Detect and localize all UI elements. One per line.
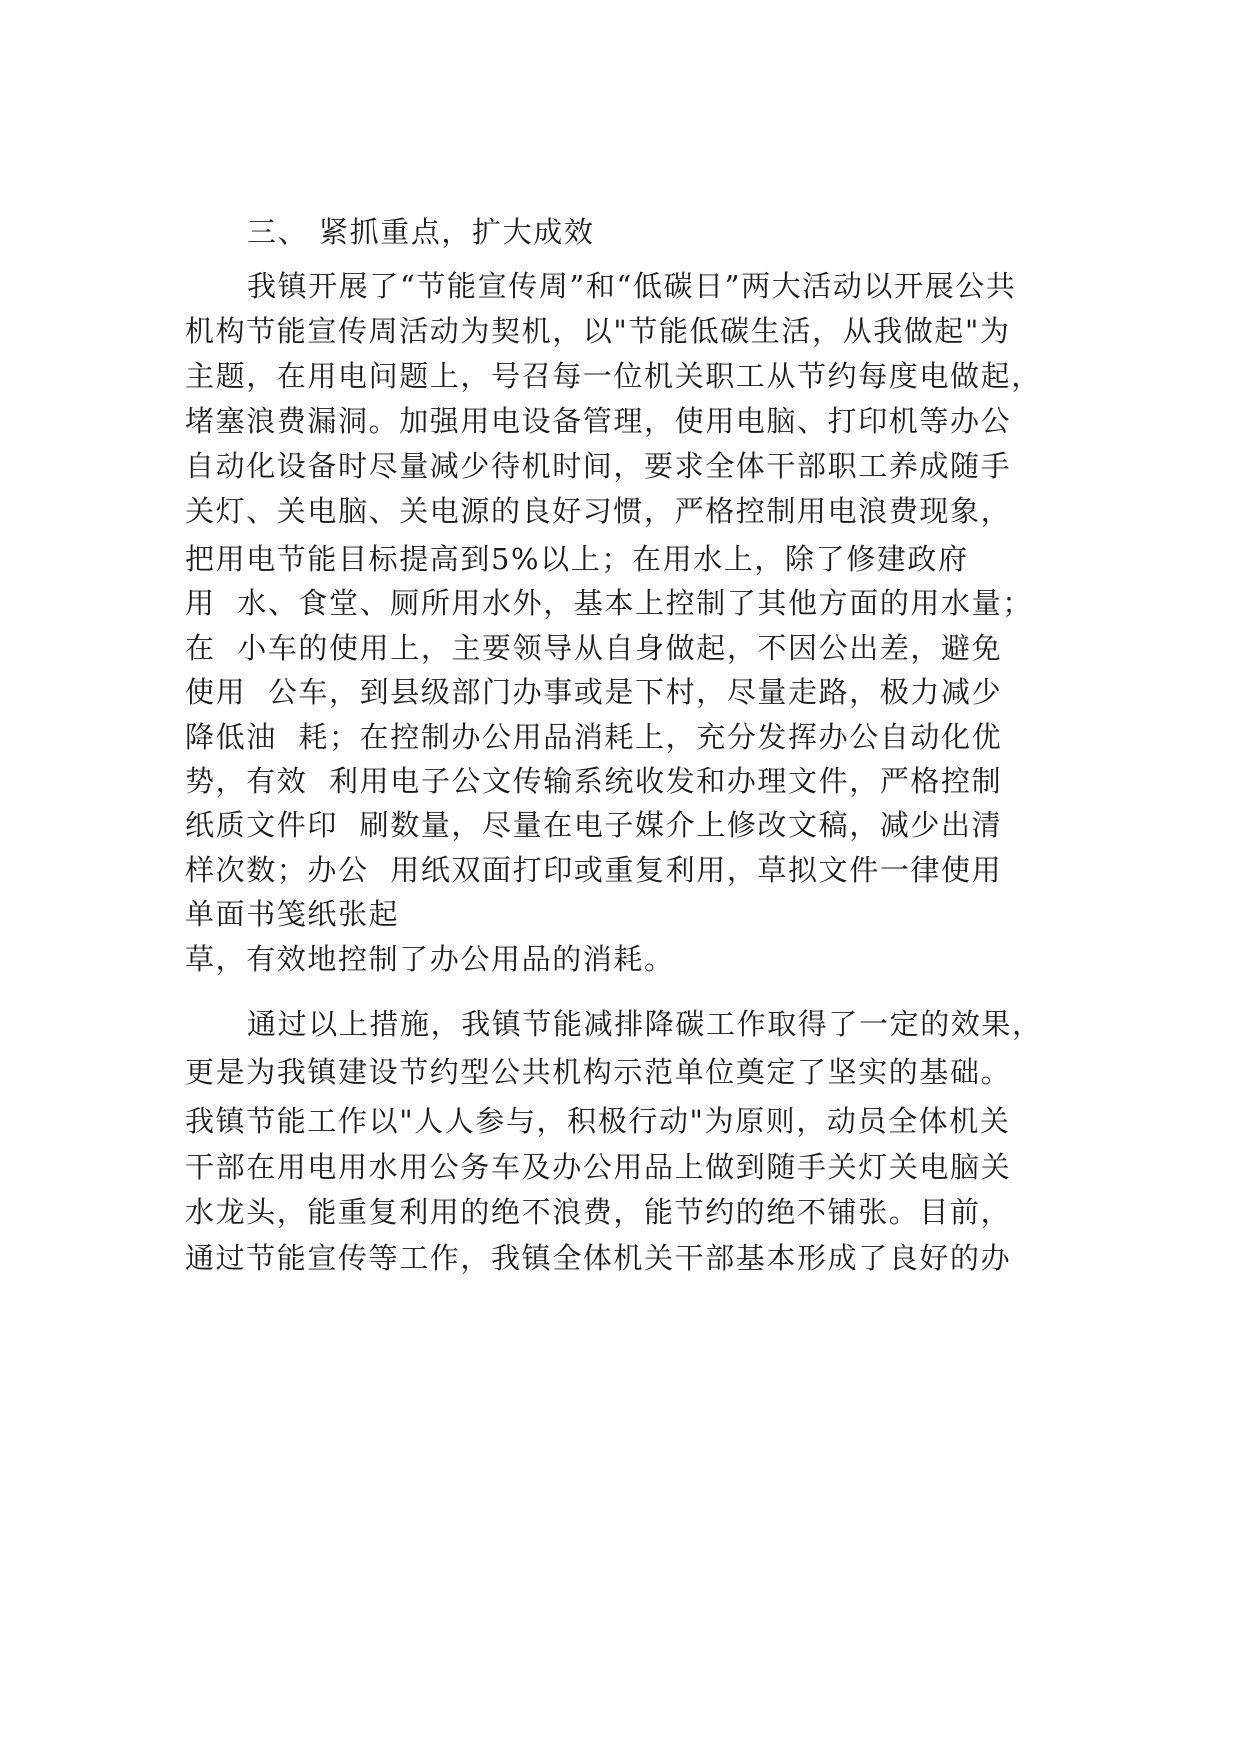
paragraph-line: 通过节能宣传等工作，我镇全体机关干部基本形成了良好的办	[185, 1241, 1012, 1275]
paragraph-line: 关灯、关电脑、关电源的良好习惯，严格控制用电浪费现象，	[185, 494, 1012, 528]
paragraph-line: 把用电节能目标提高到5%以上；在用水上，除了修建政府	[185, 542, 969, 576]
paragraph-line: 草，有效地控制了办公用品的消耗。	[185, 942, 675, 976]
paragraph-line: 样次数；办公 用纸双面打印或重复利用，草拟文件一律使用	[185, 853, 1003, 887]
paragraph-line: 我镇节能工作以"人人参与，积极行动"为原则，动员全体机关	[185, 1104, 1011, 1138]
paragraph-line: 纸质文件印 刷数量，尽量在电子媒介上修改文稿，减少出清	[185, 808, 1003, 842]
paragraph-line: 使用 公车，到县级部门办事或是下村，尽量走路，极力减少	[185, 675, 1003, 709]
paragraph-line: 自动化设备时尽量减少待机时间，要求全体干部职工养成随手	[185, 449, 1012, 483]
paragraph-line: 更是为我镇建设节约型公共机构示范单位奠定了坚实的基础。	[185, 1055, 1012, 1089]
section-heading: 三、 紧抓重点，扩大成效	[247, 215, 595, 249]
paragraph-line: 我镇开展了“节能宣传周”和“低碳日”两大活动以开展公共	[247, 269, 1017, 303]
paragraph-line: 在 小车的使用上，主要领导从自身做起，不因公出差，避免	[185, 631, 1003, 665]
paragraph-line: 用 水、食堂、厕所用水外，基本上控制了其他方面的用水量；	[185, 586, 1033, 620]
paragraph-line: 通过以上措施，我镇节能减排降碳工作取得了一定的效果，	[247, 1007, 1043, 1041]
paragraph-line: 势，有效 利用电子公文传输系统收发和办理文件，严格控制	[185, 764, 1003, 798]
paragraph-line: 主题，在用电问题上，号召每一位机关职工从节约每度电做起，	[185, 359, 1042, 393]
paragraph-line: 水龙头，能重复利用的绝不浪费，能节约的绝不铺张。目前，	[185, 1195, 1012, 1229]
paragraph-line: 机构节能宣传周活动为契机，以"节能低碳生活，从我做起"为	[185, 314, 1011, 348]
paragraph-line: 单面书笺纸张起	[185, 897, 400, 931]
paragraph-line: 干部在用电用水用公务车及办公用品上做到随手关灯关电脑关	[185, 1150, 1012, 1184]
paragraph-line: 降低油 耗；在控制办公用品消耗上，充分发挥办公自动化优	[185, 720, 1003, 754]
paragraph-line: 堵塞浪费漏洞。加强用电设备管理，使用电脑、打印机等办公	[185, 404, 1012, 438]
